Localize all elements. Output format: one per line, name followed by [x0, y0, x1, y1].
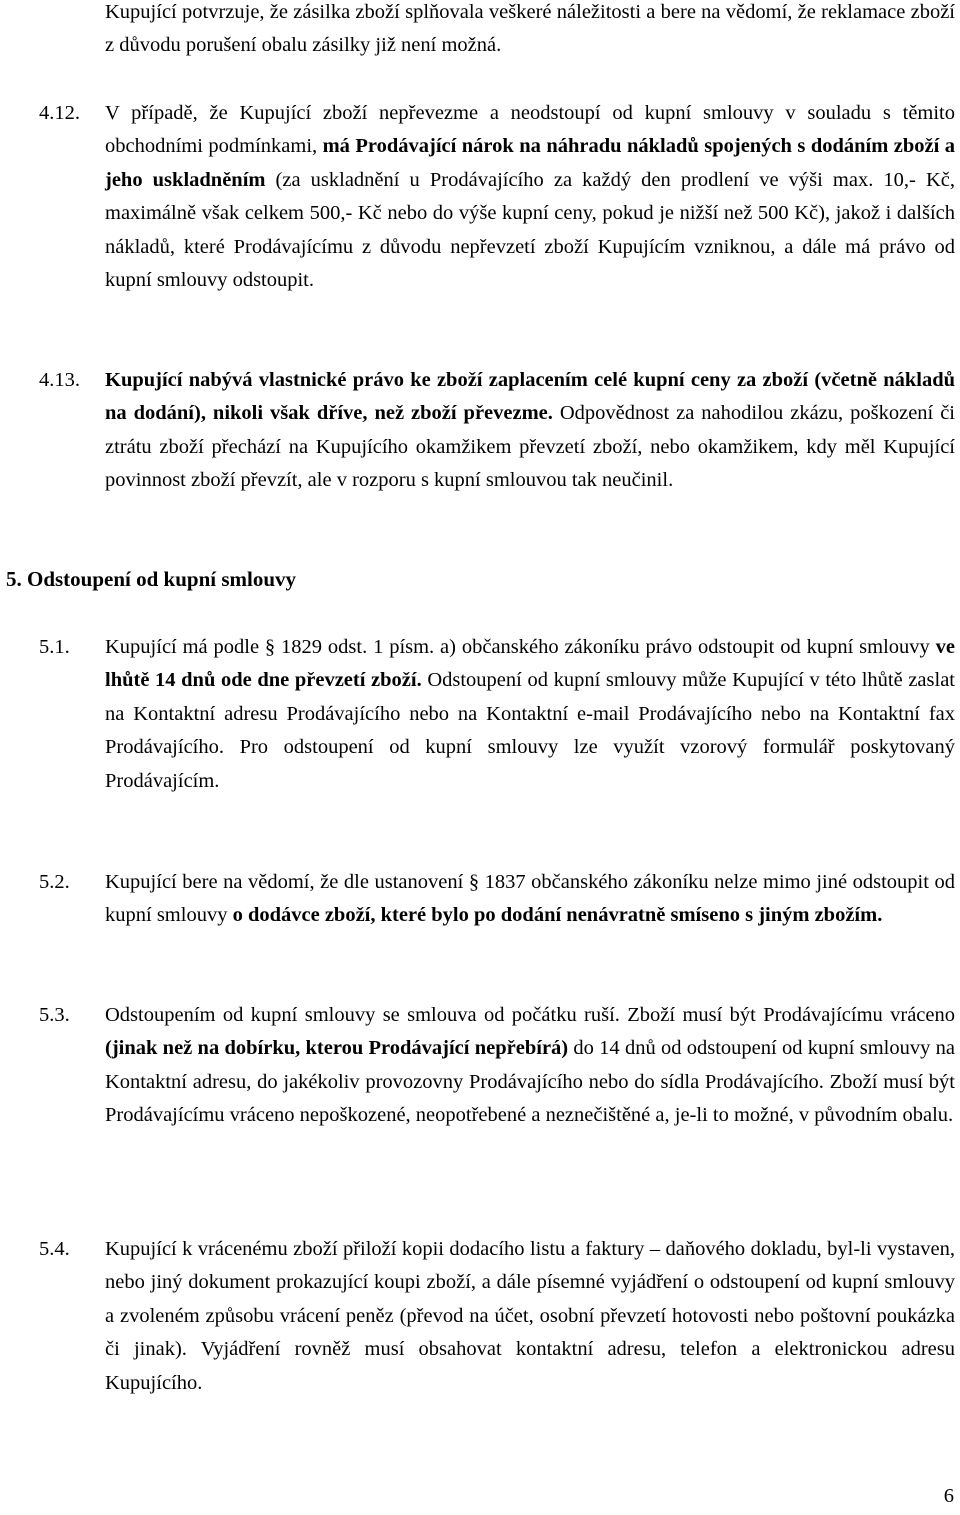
- paragraph-5-2: [105, 866, 955, 933]
- clause-number-5-3: 5.3.: [39, 1004, 70, 1026]
- paragraph-4-12: [105, 97, 955, 297]
- paragraph-5-4: [105, 1233, 955, 1400]
- text-segment: Odpovědnost za nahodilou zkázu, poškození či ztrátu zboží přechází na Kupujícího okamžikem převzetí zboží, nebo okamžikem, kdy měl Kupující povinnost zboží převzít, ale v rozporu s kupní smlouvou tak neučinil.: [105, 402, 955, 492]
- paragraph-intro: [105, 0, 955, 63]
- bold-text-segment: o dodávce zboží, které bylo po dodání nenávratně smíseno s jiným zbožím.: [232, 904, 883, 927]
- text-segment: Kupující má podle § 1829 odst. 1 písm. a) občanského zákoníku právo odstoupit od kupní smlouvy: [105, 636, 936, 658]
- paragraph-5-1: [105, 631, 955, 798]
- text-segment: Kupující bere na vědomí, že dle ustanovení § 1837 občanského zákoníku nelze mimo jiné odstoupit od kupní smlouvy: [105, 871, 955, 927]
- clause-number-5-4: 5.4.: [39, 1238, 70, 1260]
- bold-text-segment: Kupující nabývá vlastnické právo ke zboží zaplacením celé kupní ceny za zboží (včetně nákladů na dodání), nikoli však dříve, než zboží převezme.: [105, 369, 955, 425]
- bold-text-segment: má Prodávající nárok na náhradu nákladů spojených s dodáním zboží a jeho uskladněním: [105, 135, 955, 191]
- text-segment: Odstoupení od kupní smlouvy může Kupující v této lhůtě zaslat na Kontaktní adresu Prodávajícího nebo na Kontaktní e-mail Prodávajícího nebo na Kontaktní fax Prodávajícího. Pro odstoupení od kupní smlouvy lze využít vzorový formulář poskytovaný Prodávajícím.: [105, 669, 955, 792]
- text-segment: do 14 dnů od odstoupení od kupní smlouvy na Kontaktní adresu, do jakékoliv provozovny Prodávajícího nebo do sídla Prodávajícího. Zboží musí být Prodávajícímu vráceno nepoškozené, neopotřebené a neznečištěné a, je-li to možné, v původním obalu.: [105, 1037, 955, 1127]
- clause-number-4-12: 4.12.: [39, 102, 80, 124]
- text-segment: Kupující potvrzuje, že zásilka zboží splňovala veškeré náležitosti a bere na vědomí, že reklamace zboží z důvodu porušení obalu zásilky již není možná.: [105, 1, 955, 57]
- text-segment: Odstoupením od kupní smlouvy se smlouva od počátku ruší. Zboží musí být Prodávajícímu vráceno: [105, 1004, 955, 1026]
- clause-number-4-13: 4.13.: [39, 369, 80, 391]
- section-heading-5: 5. Odstoupení od kupní smlouvy: [6, 567, 297, 591]
- text-segment: Kupující k vrácenému zboží přiloží kopii dodacího listu a faktury – daňového dokladu, byl-li vystaven, nebo jiný dokument prokazující koupi zboží, a dále písemné vyjádření o odstoupení od kupní smlouvy a zvoleném způsobu vrácení peněz (převod na účet, osobní převzetí hotovosti nebo poštovní poukázka či jinak). Vyjádření rovněž musí obsahovat kontaktní adresu, telefon a elektronickou adresu Kupujícího.: [105, 1238, 955, 1394]
- page-number: 6: [943, 1485, 954, 1507]
- text-segment: (za uskladnění u Prodávajícího za každý den prodlení ve výši max. 10,- Kč, maximálně však celkem 500,- Kč nebo do výše kupní ceny, pokud je nižší než 500 Kč), jakož i dalších nákladů, které Prodávajícímu z důvodu nepřevzetí zboží Kupujícím vzniknou, a dále má právo od kupní smlouvy odstoupit.: [105, 168, 955, 292]
- clause-number-5-1: 5.1.: [39, 636, 70, 658]
- bold-text-segment: (jinak než na dobírku, kterou Prodávající nepřebírá): [105, 1037, 569, 1060]
- paragraph-4-13: [105, 364, 955, 498]
- bold-text-segment: ve lhůtě 14 dnů ode dne převzetí zboží.: [105, 636, 955, 692]
- paragraph-5-3: [105, 999, 955, 1133]
- clause-number-5-2: 5.2.: [39, 871, 70, 893]
- text-segment: V případě, že Kupující zboží nepřevezme a neodstoupí od kupní smlouvy v souladu s těmito obchodními podmínkami,: [105, 102, 955, 158]
